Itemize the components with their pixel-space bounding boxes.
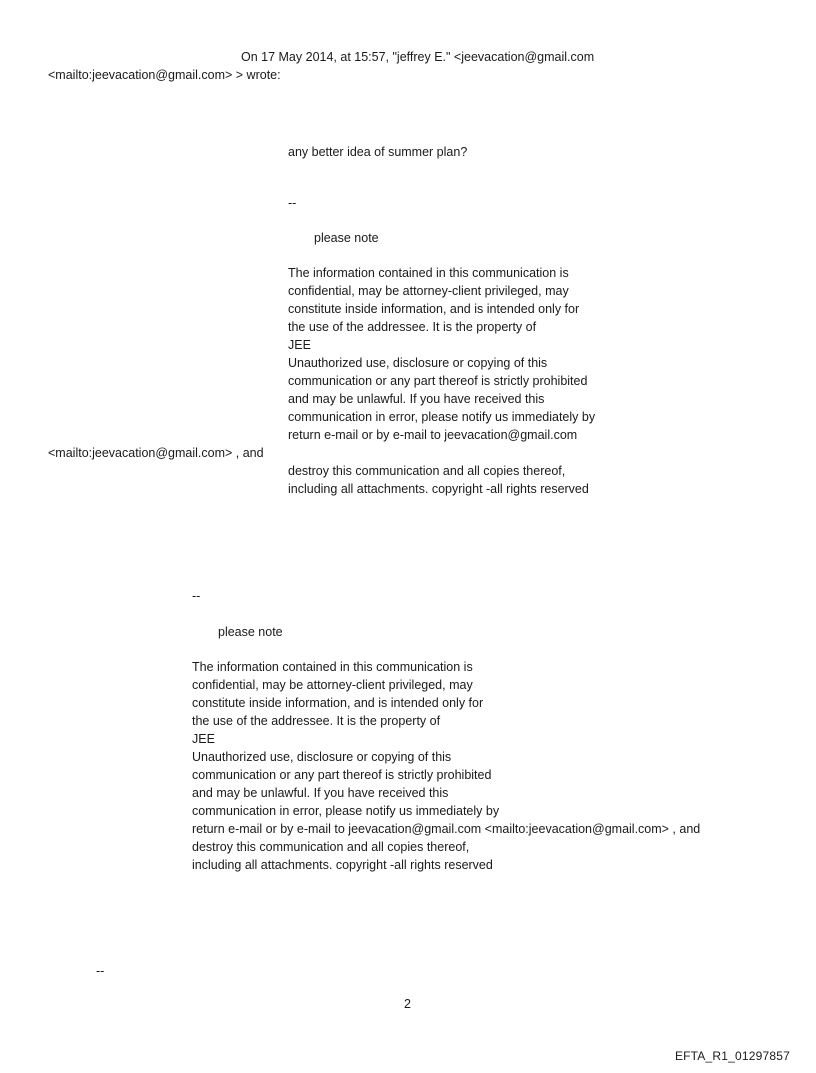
- disclaimer-line: destroy this communication and all copies thereof,: [192, 840, 470, 854]
- disclaimer-line: including all attachments. copyright -all rights reserved: [192, 858, 493, 872]
- disclaimer-block: [192, 658, 700, 874]
- disclaimer-line: The information contained in this communication is: [192, 660, 473, 674]
- disclaimer-line: communication in error, please notify us immediately by: [288, 410, 596, 424]
- disclaimer-line: return e-mail or by e-mail to jeevacation@gmail.com: [288, 428, 578, 442]
- message-body: any better idea of summer plan?: [288, 145, 468, 159]
- email-header-line-2: <mailto:jeevacation@gmail.com> > wrote:: [48, 68, 281, 82]
- disclaimer-line: JEE: [288, 338, 311, 352]
- signature-separator: --: [192, 589, 201, 603]
- disclaimer-line: Unauthorized use, disclosure or copying of this: [192, 750, 452, 764]
- disclaimer-line: communication or any part thereof is strictly prohibited: [192, 768, 492, 782]
- disclaimer-line: The information contained in this communication is: [288, 266, 569, 280]
- disclaimer-tail-block: [288, 462, 589, 498]
- disclaimer-line: constitute inside information, and is intended only for: [192, 696, 484, 710]
- disclaimer-line: and may be unlawful. If you have received this: [288, 392, 545, 406]
- disclaimer-line: and may be unlawful. If you have received this: [192, 786, 449, 800]
- signature-separator: --: [96, 964, 105, 978]
- disclaimer-line: the use of the addressee. It is the property of: [288, 320, 537, 334]
- disclaimer-line: return e-mail or by e-mail to jeevacation@gmail.com <mailto:jeevacation@gmail.com> , and: [192, 822, 701, 836]
- disclaimer-line: including all attachments. copyright -all rights reserved: [288, 482, 589, 496]
- disclaimer-line: confidential, may be attorney-client privileged, may: [288, 284, 569, 298]
- note-heading: please note: [218, 625, 283, 639]
- document-id: EFTA_R1_01297857: [674, 1049, 790, 1063]
- mailto-wrap-line: <mailto:jeevacation@gmail.com> , and: [48, 446, 264, 460]
- note-heading: please note: [314, 231, 379, 245]
- disclaimer-line: destroy this communication and all copies thereof,: [288, 464, 566, 478]
- disclaimer-line: the use of the addressee. It is the property of: [192, 714, 441, 728]
- signature-separator: --: [288, 196, 297, 210]
- disclaimer-line: confidential, may be attorney-client privileged, may: [192, 678, 473, 692]
- email-header-line-1: On 17 May 2014, at 15:57, "jeffrey E." <jeevacation@gmail.com: [241, 50, 595, 64]
- disclaimer-line: JEE: [192, 732, 215, 746]
- disclaimer-block: [288, 264, 595, 444]
- disclaimer-line: Unauthorized use, disclosure or copying of this: [288, 356, 548, 370]
- page-number: 2: [404, 997, 411, 1011]
- disclaimer-line: communication in error, please notify us immediately by: [192, 804, 500, 818]
- disclaimer-line: communication or any part thereof is strictly prohibited: [288, 374, 588, 388]
- disclaimer-line: constitute inside information, and is intended only for: [288, 302, 580, 316]
